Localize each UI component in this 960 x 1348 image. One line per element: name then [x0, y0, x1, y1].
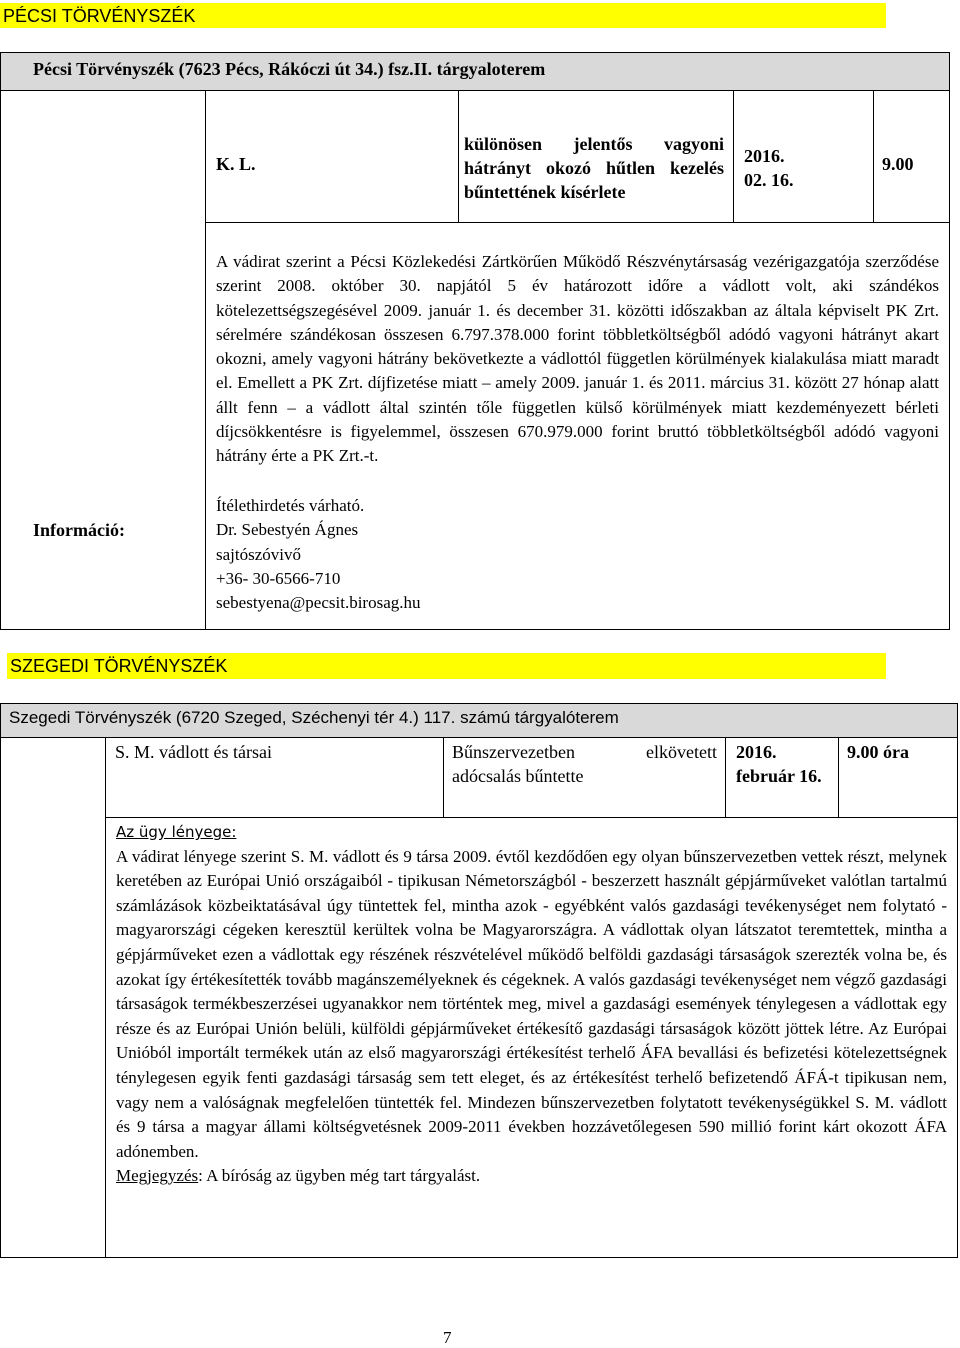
- szeged-essence-label: Az ügy lényege:: [116, 823, 237, 841]
- szeged-left-border: [0, 738, 1, 1258]
- szeged-section-banner: SZEGEDI TÖRVÉNYSZÉK: [7, 653, 886, 679]
- szeged-case-col-divider-1: [443, 738, 444, 818]
- szeged-date: [736, 740, 822, 788]
- pecs-contact-phone: +36- 30-6566-710: [216, 568, 341, 588]
- pecs-defendant: K. L.: [216, 154, 256, 174]
- pecs-time: 9.00: [882, 154, 914, 174]
- szeged-defendant: S. M. vádlott és társai: [115, 742, 272, 762]
- szeged-bottom-border: [0, 1257, 958, 1258]
- szeged-essence-text: A vádirat lényege szerint S. M. vádlott és 9 társa 2009. évtől kezdődően egy olyan bűnszervezetben vettek részt, melynek keretében az Európai Unió országaiból - tipikusan Németországból - beszerzett használt gépjárműveket valótlan tartalmú számlázások közbeiktatásával úgy tüntettek fel, mintha azok - egyébként valós gazdasági tevékenységet nem folytató - magyarországi cégeken keresztül kerültek volna be Magyarországra. A vádlottak olyan látszatot teremtettek, mintha a gépjárműveket ezen a vádlottak egy részének részvételével működő belföldi gazdasági társaságok szerezték volna be, és azokat így értékesítették tovább magánszemélyeknek és cégeknek. A valós gazdasági tevékenységet nem végző gazdasági társaságok termékbeszerzései ugyanakkor nem történtek meg, mivel a gazdasági események ténylegesen a vádlottak egy része és az Európai Unión belüli, külföldi gépjárműveket értékesítő gazdasági társaságok között jöttek létre. Az Európai Unióból importált termékek után az első magyarországi értékesítést terhelő ÁFA bevallási és befizetési kötelezettségnek ténylegesen egyik fenti gazdasági társaság sem tett eleget, és az értékesítést terhelő befizetendő ÁFÁ-t tipikusan nem, vagy nem a valóságnak megfelelően tüntették fel. Mindezen bűnszervezetben folytatott tevékenységükkel S. M. vádlott és 9 társa a magyar állami költségvetésnek 2009-2011 években hozzávetőlegesen 590 millió forint kárt okozott ÁFA adónemben.: [116, 846, 947, 1161]
- szeged-date-line1: 2016.: [736, 742, 777, 762]
- szeged-essence: [116, 820, 947, 1189]
- pecs-court-header: [0, 52, 950, 91]
- pecs-contact-role: sajtószóvivő: [216, 544, 301, 564]
- pecs-verdict-note: Ítélethirdetés várható.: [216, 496, 365, 515]
- pecs-contact-email[interactable]: sebestyena@pecsit.birosag.hu: [216, 593, 421, 613]
- szeged-case-col-divider-3: [838, 738, 839, 818]
- pecs-bottom-border: [0, 629, 950, 630]
- pecs-date-line2: 02. 16.: [744, 170, 794, 190]
- pecs-case-col-divider-1: [458, 91, 459, 223]
- szeged-time: 9.00 óra: [847, 742, 909, 762]
- pecs-date: [744, 144, 794, 192]
- pecs-charge: különösen jelentős vagyoni hátrányt okozó hűtlen kezelés bűntettének kísérlete: [464, 134, 724, 202]
- pecs-contact: [216, 494, 939, 615]
- pecs-label-column: [0, 91, 206, 630]
- szeged-note-text: : A bíróság az ügyben még tart tárgyalást.: [198, 1166, 481, 1186]
- pecs-info-label: Információ:: [33, 520, 125, 540]
- pecs-info-text: A vádirat szerint a Pécsi Közlekedési Zártkörűen Működő Részvénytársaság vezérigazgatója szerződése szerint 2008. október 30. napjától 5 év határozott időre a vádlott volt, aki szándékos kötelezettségszegésével 2009. január 1. és december 31. közötti időszakban az általa képviselt PK Zrt. sérelmére szándékosan összesen 6.797.378.000 forint többletköltségből adódó vagyoni hátrányt akart okozni, amely vagyoni hátrány bekövetkezte a vádlottól független körülmények kialakulása miatt maradt el. Emellett a PK Zrt. díjfizetése miatt – amely 2009. január 1. és 2011. március 31. között 27 hónap alatt állt fenn – a vádlott által szintén tőle független külső körülmények miatt kezdeményezett bérleti díjcsökkentésre is figyelemmel, összesen 670.979.000 forint bruttó többletköltségből adódó vagyoni hátrány érte a PK Zrt.-t.: [216, 252, 939, 466]
- szeged-note-label: Megjegyzés: [116, 1166, 199, 1186]
- szeged-case-col-divider-2: [725, 738, 726, 818]
- pecs-section-banner: PÉCSI TÖRVÉNYSZÉK: [0, 3, 886, 28]
- szeged-court-header: [0, 703, 958, 738]
- page-number: 7: [443, 1328, 452, 1347]
- pecs-case-col-divider-3: [873, 91, 874, 223]
- szeged-date-line2: február 16.: [736, 766, 822, 786]
- pecs-court-title: Pécsi Törvényszék (7623 Pécs, Rákóczi út 34.) fsz.II. tárgyaloterem: [33, 59, 546, 79]
- pecs-contact-name: Dr. Sebestyén Ágnes: [216, 520, 359, 540]
- szeged-note: [116, 1164, 947, 1189]
- szeged-charge: Bűnszervezetben elkövetett adócsalás bűntette: [452, 742, 717, 786]
- pecs-case-col-divider-2: [733, 91, 734, 223]
- pecs-date-line1: 2016.: [744, 146, 785, 166]
- szeged-court-title: Szegedi Törvényszék (6720 Szeged, Széchenyi tér 4.) 117. számú tárgyalóterem: [9, 708, 619, 727]
